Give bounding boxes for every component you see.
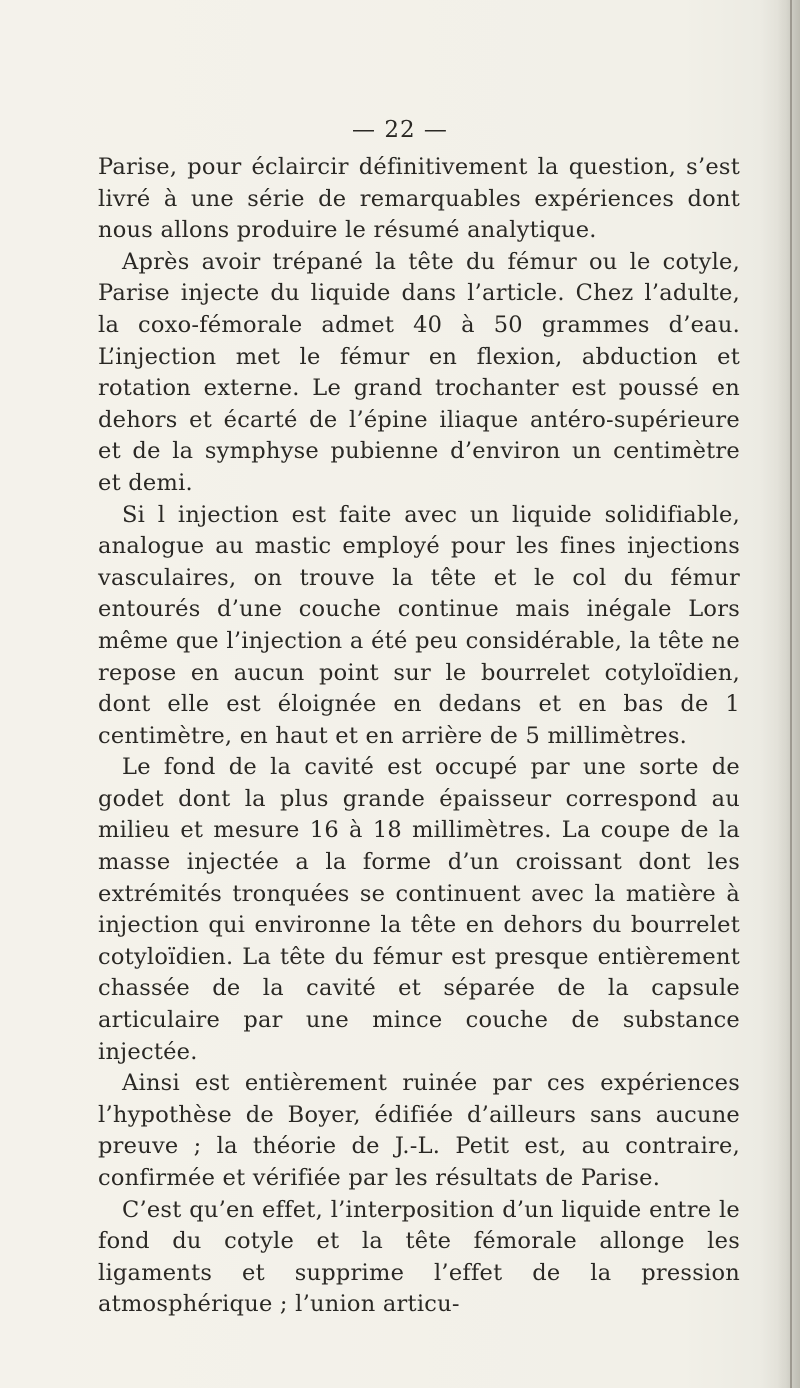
paragraph-4: Le fond de la cavité est occupé par une sorte de godet dont la plus grande épaisseur correspond au milieu et mesure 16 à 18 millimètres. La coupe de la masse injectée a la forme d’un croissant dont les extrémités tronquées se continuent avec la matière à injection qui environne la tête en dehors du bourrelet cotyloïdien. La tête du fémur est presque entièrement chassée de la cavité et séparée de la capsule articulaire par une mince couche de substance injectée. <box>98 754 740 1065</box>
paragraph-1: Parise, pour éclaircir définitivement la question, s’est livré à une série de remarquables expériences dont nous allons produire le résumé analytique. <box>98 154 740 244</box>
paragraph-5: Ainsi est entièrement ruinée par ces expériences l’hypothèse de Boyer, édifiée d’ailleurs sans aucune preuve ; la théorie de J.-L. Petit est, au contraire, confirmée et vérifiée par les résultats de Parise. <box>98 1070 740 1191</box>
paragraph-6: C’est qu’en effet, l’interposition d’un liquide entre le fond du cotyle et la tête fémorale allonge les ligaments et supprime l’effet de la pression atmosphérique ; l’union articu- <box>98 1196 740 1318</box>
page-number: — 22 — <box>352 117 448 143</box>
paragraph-3: Si l injection est faite avec un liquide solidifiable, analogue au mastic employé pour les fines injections vasculaires, on trouve la tête et le col du fémur entourés d’une couche continue mais inégale Lors même que l’injection a été peu considérable, la tête ne repose en aucun point sur le bourrelet cotyloïdien, dont elle est éloignée en dedans et en bas de 1 centimètre, en haut et en arrière de 5 millimètres. <box>98 501 740 749</box>
page-edge-shadow <box>790 0 792 1388</box>
body-text <box>98 152 740 1321</box>
paragraph-2: Après avoir trépané la tête du fémur ou le cotyle, Parise injecte du liquide dans l’article. Chez l’adulte, la coxo-fémorale admet 40 à 50 grammes d’eau. L’injection met le fémur en flexion, abduction et rotation externe. Le grand trochanter est poussé en dehors et écarté de l’épine iliaque antéro-supérieure et de la symphyse pubienne d’environ un centimètre et demi. <box>98 248 740 496</box>
page-edge <box>778 0 800 1388</box>
